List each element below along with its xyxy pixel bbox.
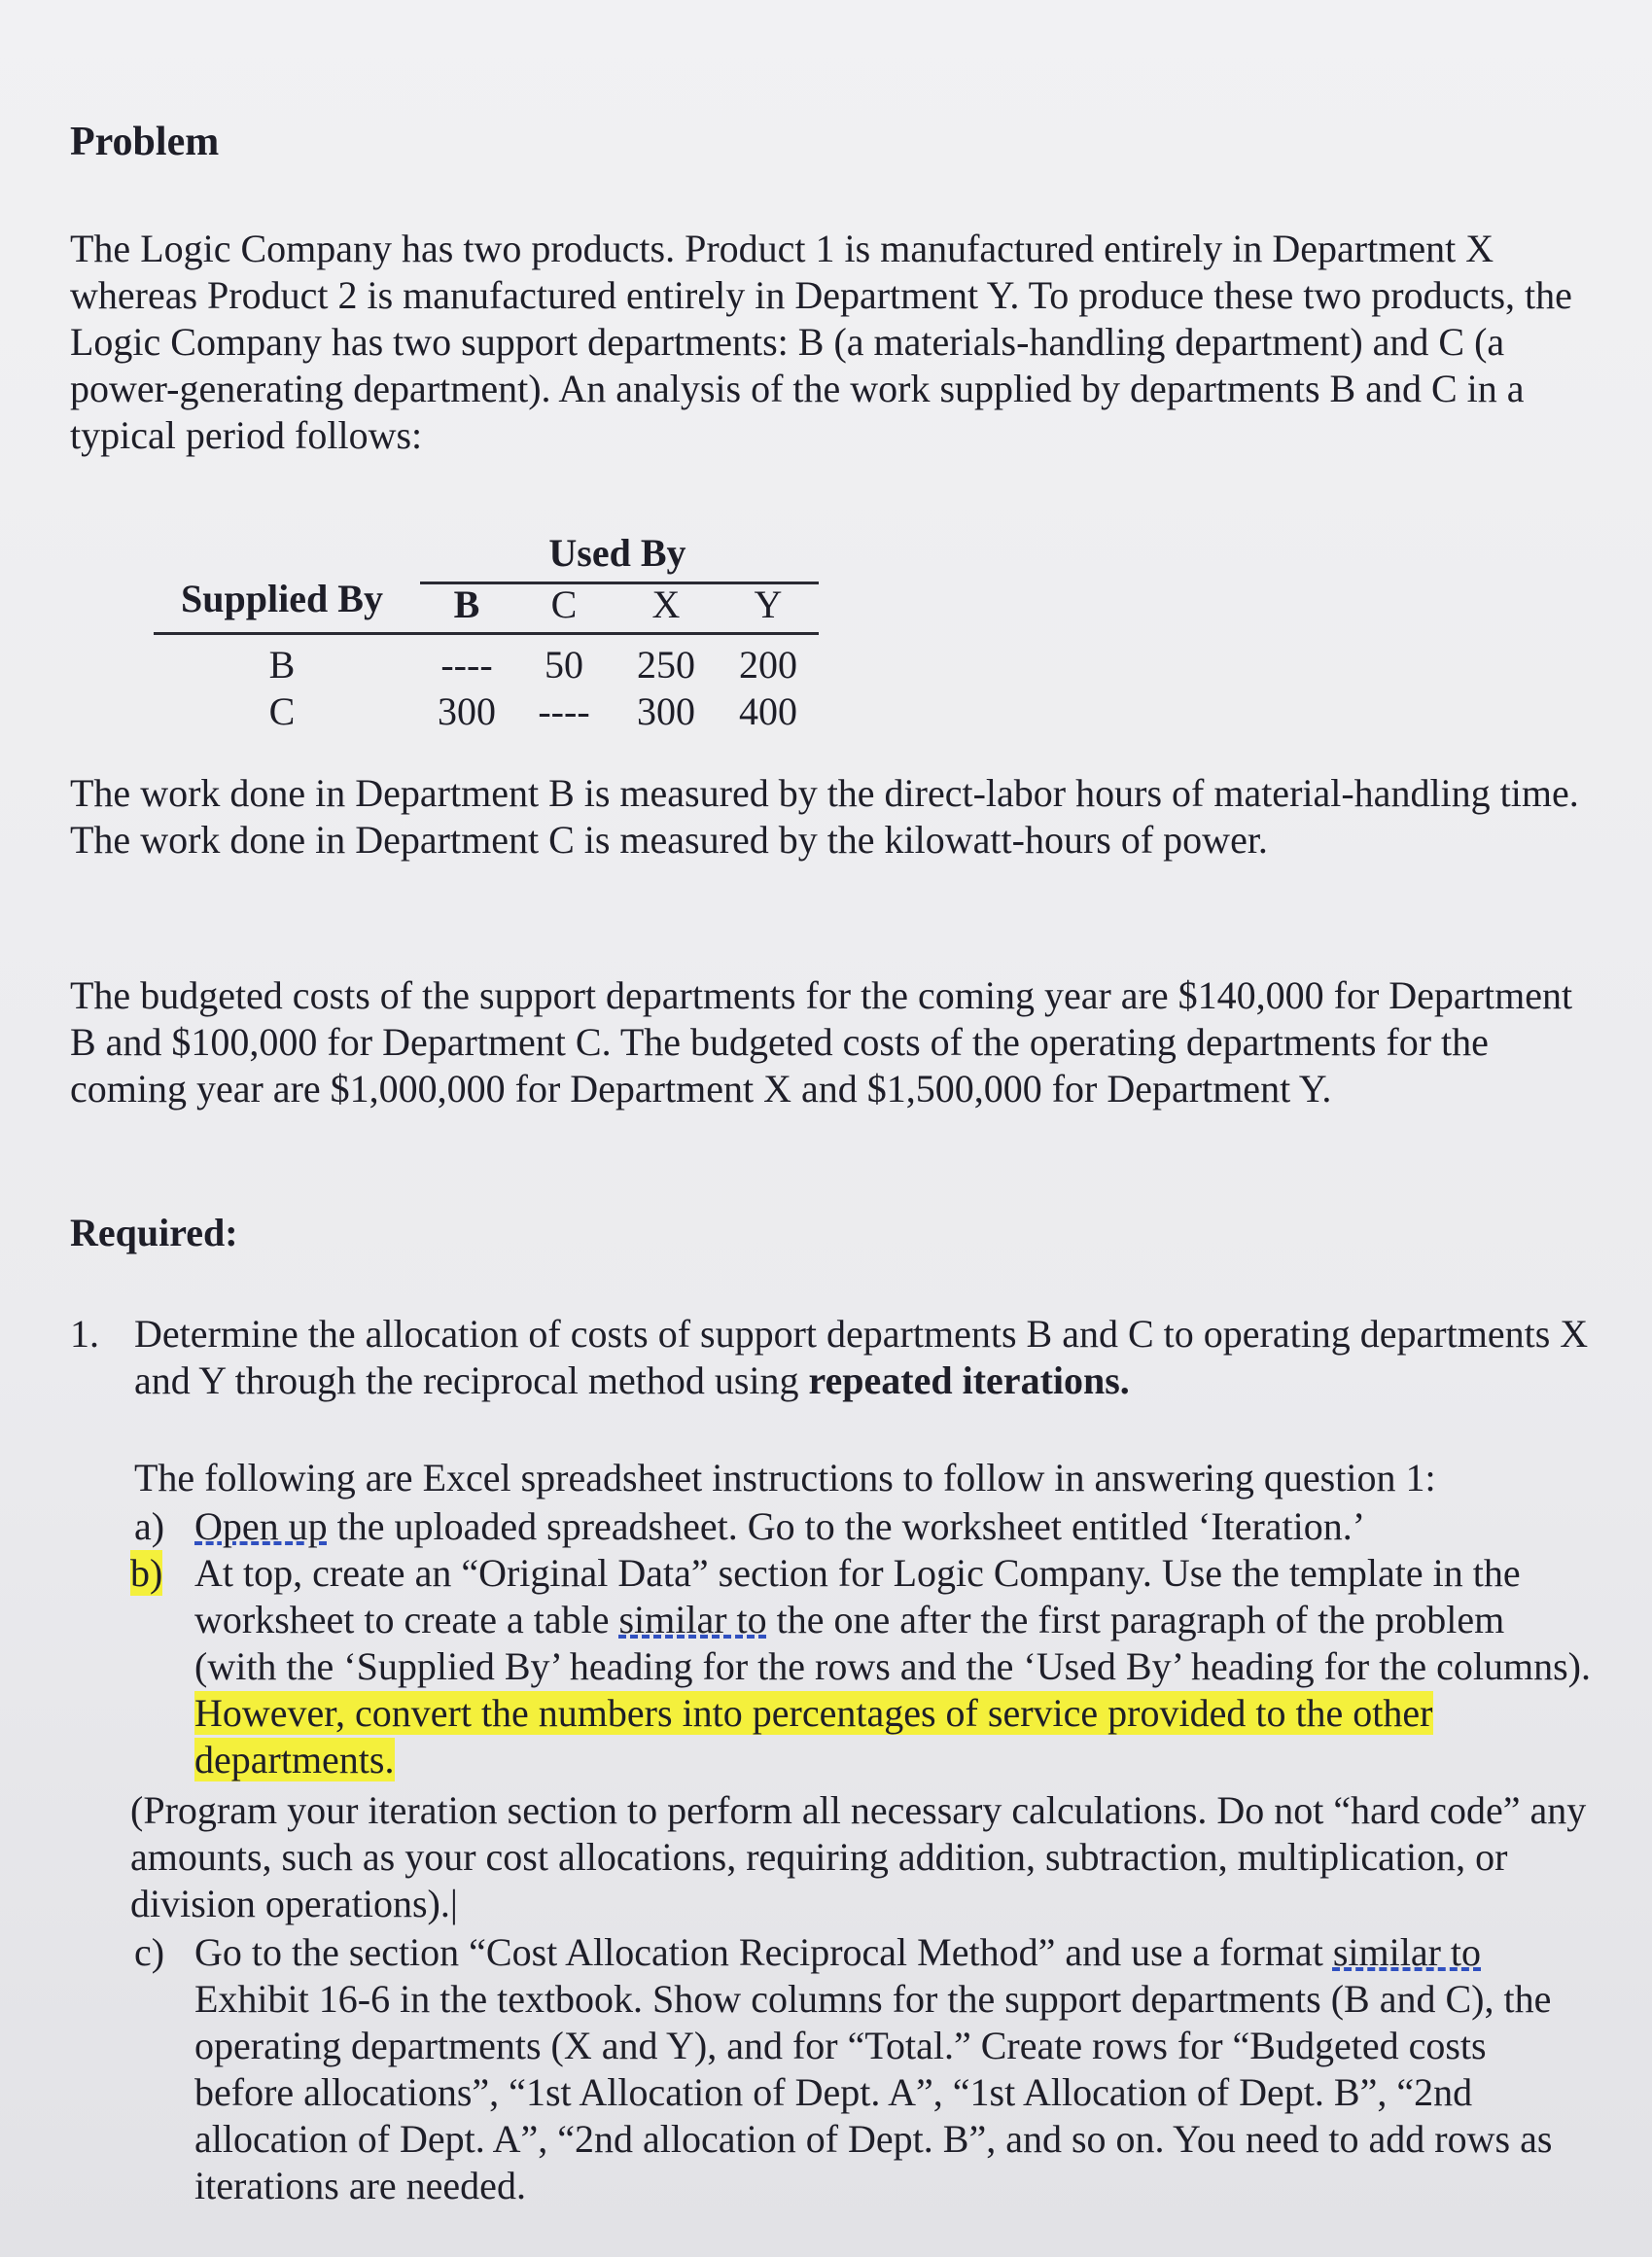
step-b-underlined: similar to [618, 1598, 767, 1641]
question-1-emphasis: repeated iterations. [808, 1358, 1130, 1402]
question-1-body: Determine the allocation of costs of support departments B and C to operating departments X and Y through the reciprocal method using [134, 1312, 1589, 1402]
row-label-b: B [268, 643, 296, 687]
measurement-paragraph: The work done in Department B is measured by the direct-labor hours of material-handling time. The work done in Department C is measured by the kilowatt-hours of power. [70, 771, 1579, 862]
problem-heading: Problem [70, 120, 220, 164]
step-c-body-1: Go to the section “Cost Allocation Reciprocal Method” and use a format [194, 1930, 1323, 1974]
cell-c-b: 300 [438, 689, 496, 733]
step-c-text [194, 1929, 1595, 2209]
col-header-x: X [651, 582, 681, 626]
step-c-label: c) [134, 1930, 165, 1974]
step-a-text [194, 1503, 1595, 1550]
required-heading: Required: [70, 1211, 238, 1254]
step-a-body: the uploaded spreadsheet. Go to the worksheet entitled ‘Iteration.’ [336, 1504, 1366, 1548]
step-c-body-2: Exhibit 16-6 in the textbook. Show columns for the support departments (B and C), the operating departments (X and Y), and for “Total.” Create rows for “Budgeted costs before allocations”, “1st Allocation of Dept. A”, “1st Allocation of Dept. B”, “2nd allocation of Dept. A”, “2nd allocation of Dept. B”, and so on. You need to add rows as iterations are needed. [194, 1977, 1553, 2207]
step-a-underlined: Open up [194, 1504, 328, 1548]
col-header-c: C [550, 582, 578, 626]
cell-c-y: 400 [739, 689, 797, 733]
cell-c-x: 300 [637, 689, 695, 733]
cell-c-c: ---- [538, 689, 590, 733]
cell-b-b: ---- [440, 643, 493, 687]
cell-b-c: 50 [545, 643, 583, 687]
step-a-label: a) [134, 1504, 165, 1548]
cell-b-y: 200 [739, 643, 797, 687]
intro-paragraph: The Logic Company has two products. Product 1 is manufactured entirely in Department X whereas Product 2 is manufactured entirely in Department Y. To produce these two products, the Logic Company has two support departments: B (a materials-handling department) and C (a power-generating department). An analysis of the work supplied by departments B and C in a typical period follows: [70, 227, 1572, 457]
cell-b-x: 250 [637, 643, 695, 687]
used-by-header: Used By [548, 531, 686, 575]
col-header-y: Y [754, 582, 783, 626]
step-b-body-1: At top, create an “Original Data” section for Logic Company. Use the template in the worksheet to create a table [194, 1551, 1521, 1641]
col-header-b: B [453, 582, 480, 626]
question-1-text [134, 1311, 1593, 1404]
supplied-by-header: Supplied By [181, 577, 383, 620]
question-number: 1. [70, 1312, 99, 1356]
step-b-label: b) [130, 1551, 163, 1595]
step-c-underlined: similar to [1332, 1930, 1482, 1974]
instructions-intro: The following are Excel spreadsheet instructions to follow in answering question 1: [134, 1456, 1436, 1499]
step-b-text [194, 1550, 1595, 1783]
program-note: (Program your iteration section to perform all necessary calculations. Do not “hard code” any amounts, such as your cost allocations, requiring addition, subtraction, multiplication, or division operations).| [130, 1788, 1587, 1925]
row-label-c: C [268, 689, 296, 733]
budget-paragraph: The budgeted costs of the support departments for the coming year are $140,000 for Department B and $100,000 for Department C. The budgeted costs of the operating departments for the coming year are $1,000,000 for Department X and $1,500,000 for Department Y. [70, 973, 1573, 1111]
header-rule [154, 632, 819, 635]
step-b-highlight: However, convert the numbers into percentages of service provided to the other departments. [194, 1691, 1433, 1781]
step-b-body-2: the one after the first paragraph of the problem (with the ‘Supplied By’ heading for the rows and the ‘Used By’ heading for the columns). [194, 1598, 1591, 1688]
